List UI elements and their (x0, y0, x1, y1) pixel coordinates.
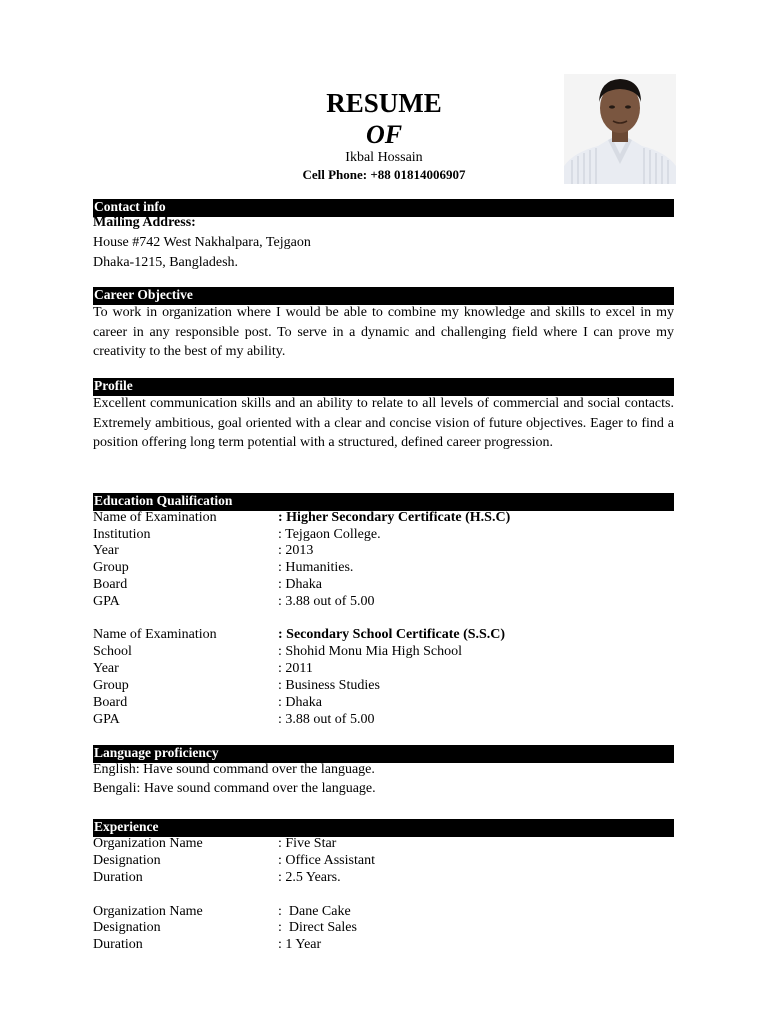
field-value: : Shohid Monu Mia High School (278, 644, 462, 659)
profile-photo (564, 74, 676, 184)
education-row (93, 694, 693, 711)
experience-row (93, 919, 693, 936)
experience-row (93, 936, 693, 953)
field-label: Organization Name (93, 836, 203, 851)
field-value: : Dhaka (278, 695, 322, 710)
language-english: English: Have sound command over the language. (93, 762, 375, 777)
field-value: : 1 Year (278, 937, 322, 952)
field-value: : Direct Sales (278, 920, 357, 935)
field-value: : Five Star (278, 836, 337, 851)
education-row (93, 643, 693, 660)
section-profile: Profile (93, 378, 674, 396)
education-row (93, 593, 693, 610)
resume-title: RESUME (326, 88, 442, 118)
field-label: Name of Examination (93, 510, 217, 525)
section-contact-info: Contact info (93, 199, 674, 217)
candidate-name: Ikbal Hossain (345, 150, 423, 165)
profile-text: Excellent communication skills and an ability to relate to all levels of commercial and social contacts. Extremely ambitious, goal oriented with a clear and concise vision of future objectives. Eager to find a position offering long term potential with a structured, defined career progression. (93, 396, 674, 450)
field-label: Board (93, 577, 128, 592)
field-value: : 2013 (278, 543, 314, 558)
field-value: : Humanities. (278, 560, 354, 575)
education-row (93, 626, 693, 643)
field-value: : 2011 (278, 661, 313, 676)
experience-row (93, 869, 693, 886)
education-row (93, 711, 693, 728)
field-label: Name of Examination (93, 627, 217, 642)
field-value: : Tejgaon College. (278, 527, 381, 542)
resume-subtitle: OF (365, 120, 403, 149)
section-education: Education Qualification (93, 493, 674, 511)
section-career-objective: Career Objective (93, 287, 674, 305)
field-label: Year (93, 661, 119, 676)
cell-phone: Cell Phone: +88 01814006907 (302, 167, 466, 182)
field-value: : 3.88 out of 5.00 (278, 594, 375, 609)
field-label: Duration (93, 937, 143, 952)
career-objective-text: To work in organization where I would be able to combine my knowledge and skills to excel in my career in any responsible post. To serve in a dynamic and challenging field where I can prove my creativity to the best of my ability. (93, 305, 674, 359)
language-bengali: Bengali: Have sound command over the language. (93, 781, 376, 796)
field-label: Designation (93, 920, 161, 935)
education-row (93, 660, 693, 677)
field-label: Board (93, 695, 128, 710)
experience-row (93, 852, 693, 869)
experience-row (93, 903, 693, 920)
field-value: : 3.88 out of 5.00 (278, 712, 375, 727)
field-label: Organization Name (93, 904, 203, 919)
education-row (93, 542, 693, 559)
education-row (93, 509, 693, 526)
field-label: School (93, 644, 132, 659)
field-label: Designation (93, 853, 161, 868)
field-value: : Secondary School Certificate (S.S.C) (278, 627, 506, 642)
address-line-1: House #742 West Nakhalpara, Tejgaon (93, 235, 311, 250)
education-row (93, 559, 693, 576)
field-label: Year (93, 543, 119, 558)
mailing-address-label: Mailing Address: (93, 215, 196, 230)
field-value: : Business Studies (278, 678, 380, 693)
experience-row (93, 835, 693, 852)
education-row (93, 576, 693, 593)
field-value: : Office Assistant (278, 853, 375, 868)
field-label: Institution (93, 527, 151, 542)
address-line-2: Dhaka-1215, Bangladesh. (93, 255, 239, 270)
education-row (93, 677, 693, 694)
field-label: Group (93, 678, 129, 693)
section-experience: Experience (93, 819, 674, 837)
field-label: GPA (93, 712, 120, 727)
field-label: Duration (93, 870, 143, 885)
section-language: Language proficiency (93, 745, 674, 763)
field-value: : Dhaka (278, 577, 322, 592)
education-row (93, 526, 693, 543)
field-label: GPA (93, 594, 120, 609)
field-value: : 2.5 Years. (278, 870, 341, 885)
field-label: Group (93, 560, 129, 575)
field-value: : Dane Cake (278, 904, 351, 919)
person-portrait-icon (564, 74, 676, 184)
field-value: : Higher Secondary Certificate (H.S.C) (278, 510, 511, 525)
